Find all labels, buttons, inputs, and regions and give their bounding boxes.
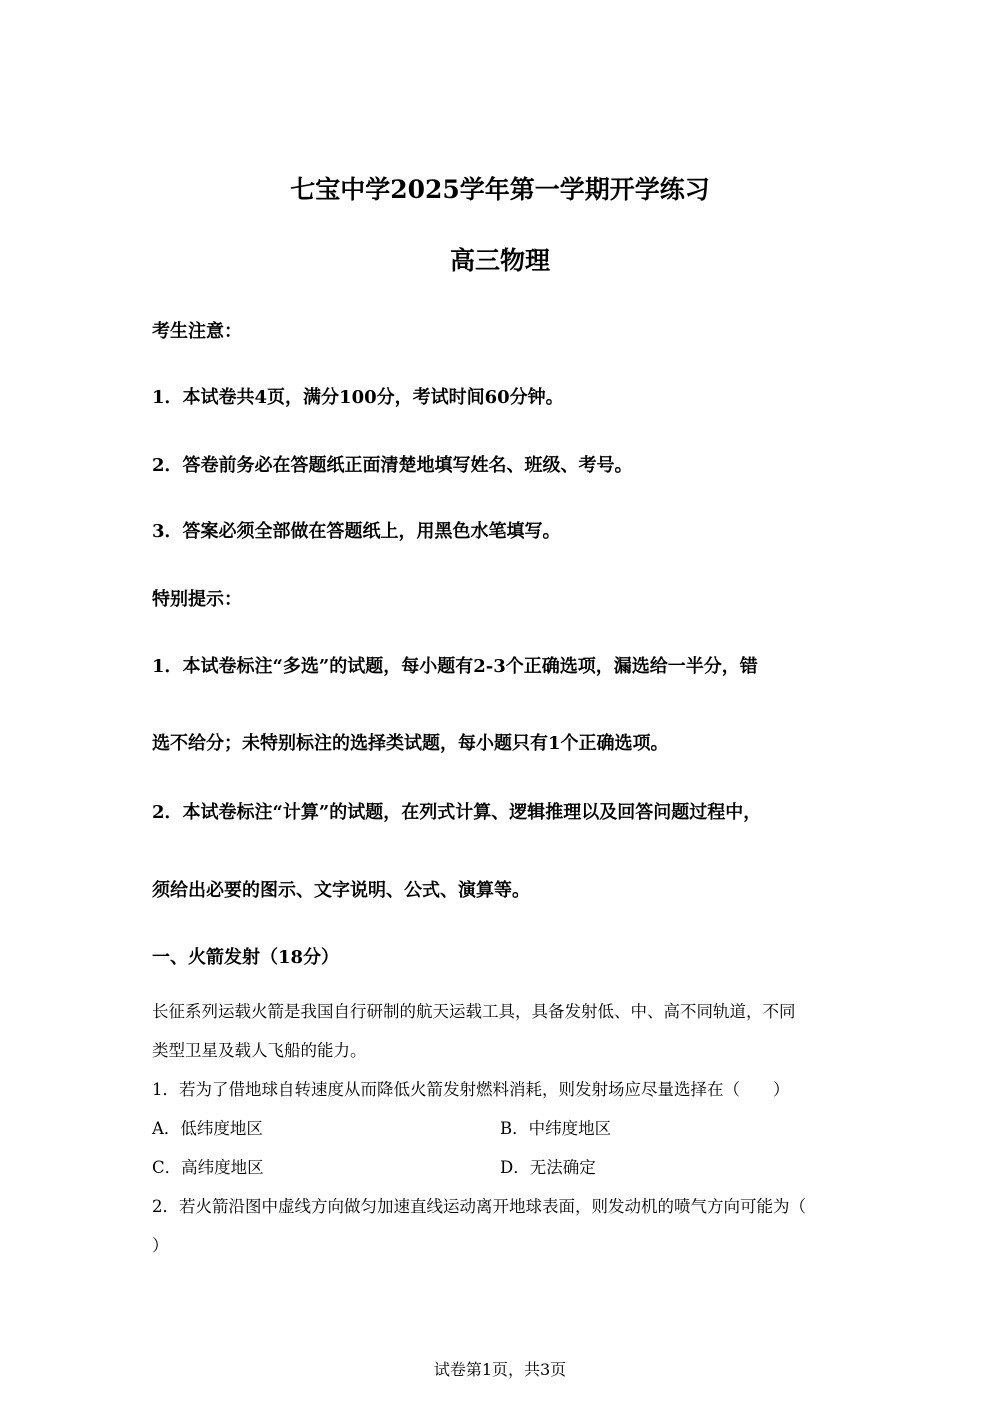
exam-subtitle: 高三物理 (449, 246, 550, 275)
tip-2-line-2: 须给出必要的图示、文字说明、公式、演算等。 (152, 880, 530, 901)
notice-heading: 考生注意： (152, 321, 242, 342)
question-1-option-d: D．无法确定 (500, 1158, 596, 1177)
question-1-option-b: B．中纬度地区 (500, 1119, 612, 1138)
notice-item-2: 2．答卷前务必在答题纸正面清楚地填写姓名、班级、考号。 (152, 455, 633, 476)
section-1-heading: 一、火箭发射（18分） (152, 947, 340, 968)
tip-2-line-1: 2．本试卷标注“计算”的试题，在列式计算、逻辑推理以及回答问题过程中， (152, 802, 762, 823)
question-2-text-line-2: ） (152, 1236, 169, 1255)
exam-title: 七宝中学2025学年第一学期开学练习 (290, 175, 710, 204)
section-1-intro-line-1: 长征系列运载火箭是我国自行研制的航天运载工具，具备发射低、中、高不同轨道，不同 (152, 1002, 796, 1021)
notice-item-1: 1．本试卷共4页，满分100分，考试时间60分钟。 (152, 387, 564, 408)
question-2-text-line-1: 2．若火箭沿图中虚线方向做匀加速直线运动离开地球表面，则发动机的喷气方向可能为（ (152, 1197, 806, 1216)
notice-item-3: 3．答案必须全部做在答题纸上，用黑色水笔填写。 (152, 521, 561, 542)
section-1-intro-line-2: 类型卫星及载人飞船的能力。 (152, 1041, 367, 1060)
question-1-text: 1．若为了借地球自转速度从而降低火箭发射燃料消耗，则发射场应尽量选择在（ ） (152, 1080, 790, 1099)
tip-1-line-2: 选不给分；未特别标注的选择类试题，每小题只有1个正确选项。 (152, 733, 669, 754)
tip-1-line-1: 1．本试卷标注“多选”的试题，每小题有2-3个正确选项，漏选给一半分，错 (152, 656, 758, 677)
page-footer: 试卷第1页，共3页 (433, 1360, 567, 1379)
question-1-option-c: C．高纬度地区 (152, 1158, 264, 1177)
tips-heading: 特别提示： (152, 589, 242, 610)
question-1-option-a: A．低纬度地区 (152, 1119, 263, 1138)
